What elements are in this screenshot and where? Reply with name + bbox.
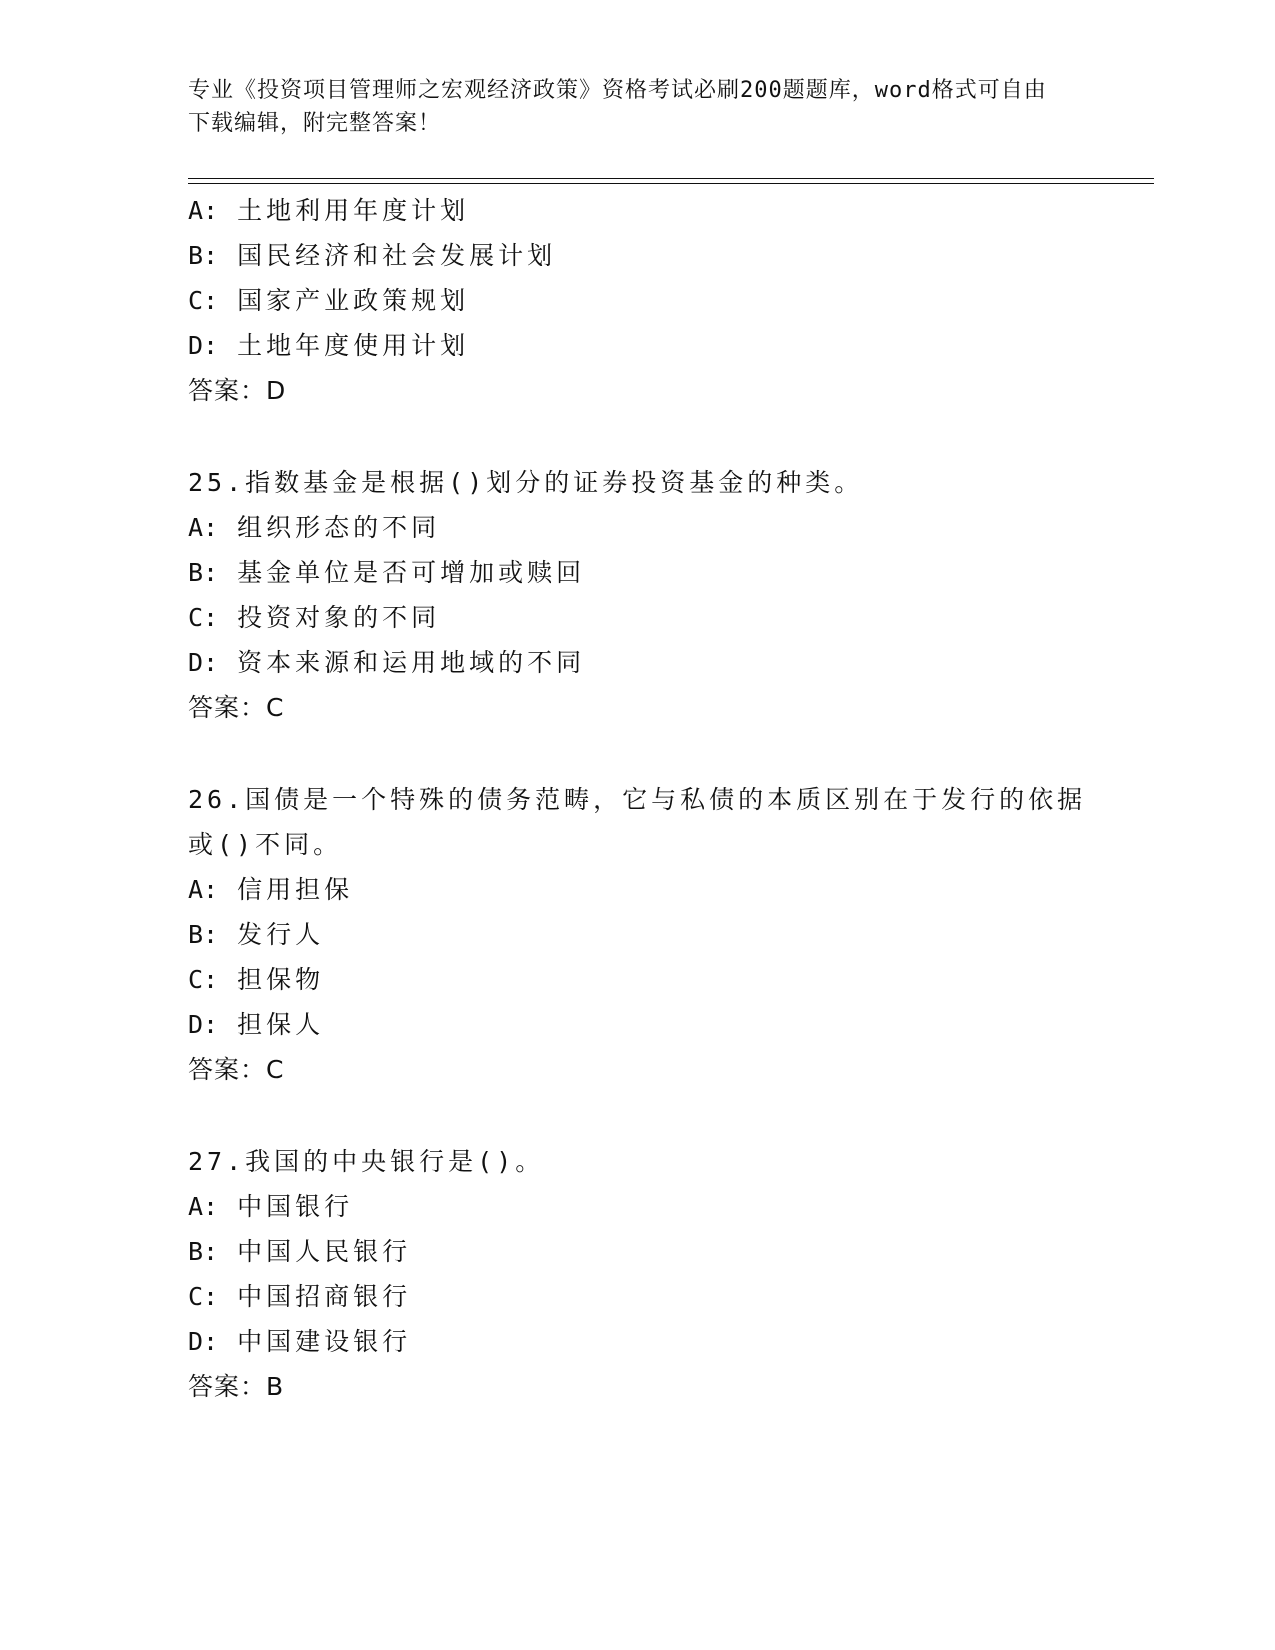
question-stem: 26.国债是一个特殊的债务范畴，它与私债的本质区别在于发行的依据或()不同。 [188,785,1087,859]
option-c: C: 中国招商银行 [188,1282,412,1311]
question-block [188,188,1128,415]
option-b: B: 国民经济和社会发展计划 [188,241,557,270]
option-d: D: 担保人 [188,1010,325,1039]
option-a: A: 土地利用年度计划 [188,196,470,225]
option-d: D: 土地年度使用计划 [188,331,470,360]
option-b: B: 中国人民银行 [188,1237,412,1266]
header-divider-bottom [188,183,1154,184]
option-b: B: 发行人 [188,920,325,949]
document-intro: 专业《投资项目管理师之宏观经济政策》资格考试必刷200题题库，word格式可自由下载编辑，附完整答案！ [188,78,1047,136]
option-c: C: 国家产业政策规划 [188,286,470,315]
answer: 答案：C [188,693,285,722]
question-stem: 25.指数基金是根据()划分的证券投资基金的种类。 [188,468,864,497]
option-b: B: 基金单位是否可增加或赎回 [188,558,586,587]
option-a: A: 中国银行 [188,1192,354,1221]
header-divider-top [188,178,1154,179]
answer: 答案：C [188,1055,285,1084]
question-list [188,188,1128,1411]
option-d: D: 中国建设银行 [188,1327,412,1356]
option-c: C: 投资对象的不同 [188,603,441,632]
question-stem: 27.我国的中央银行是()。 [188,1147,545,1176]
option-c: C: 担保物 [188,965,325,994]
question-block [188,460,1128,732]
option-d: D: 资本来源和运用地域的不同 [188,648,586,677]
answer: 答案：D [188,376,287,405]
question-block [188,777,1128,1094]
answer: 答案：B [188,1372,285,1401]
question-block [188,1139,1128,1411]
option-a: A: 组织形态的不同 [188,513,441,542]
option-a: A: 信用担保 [188,875,354,904]
